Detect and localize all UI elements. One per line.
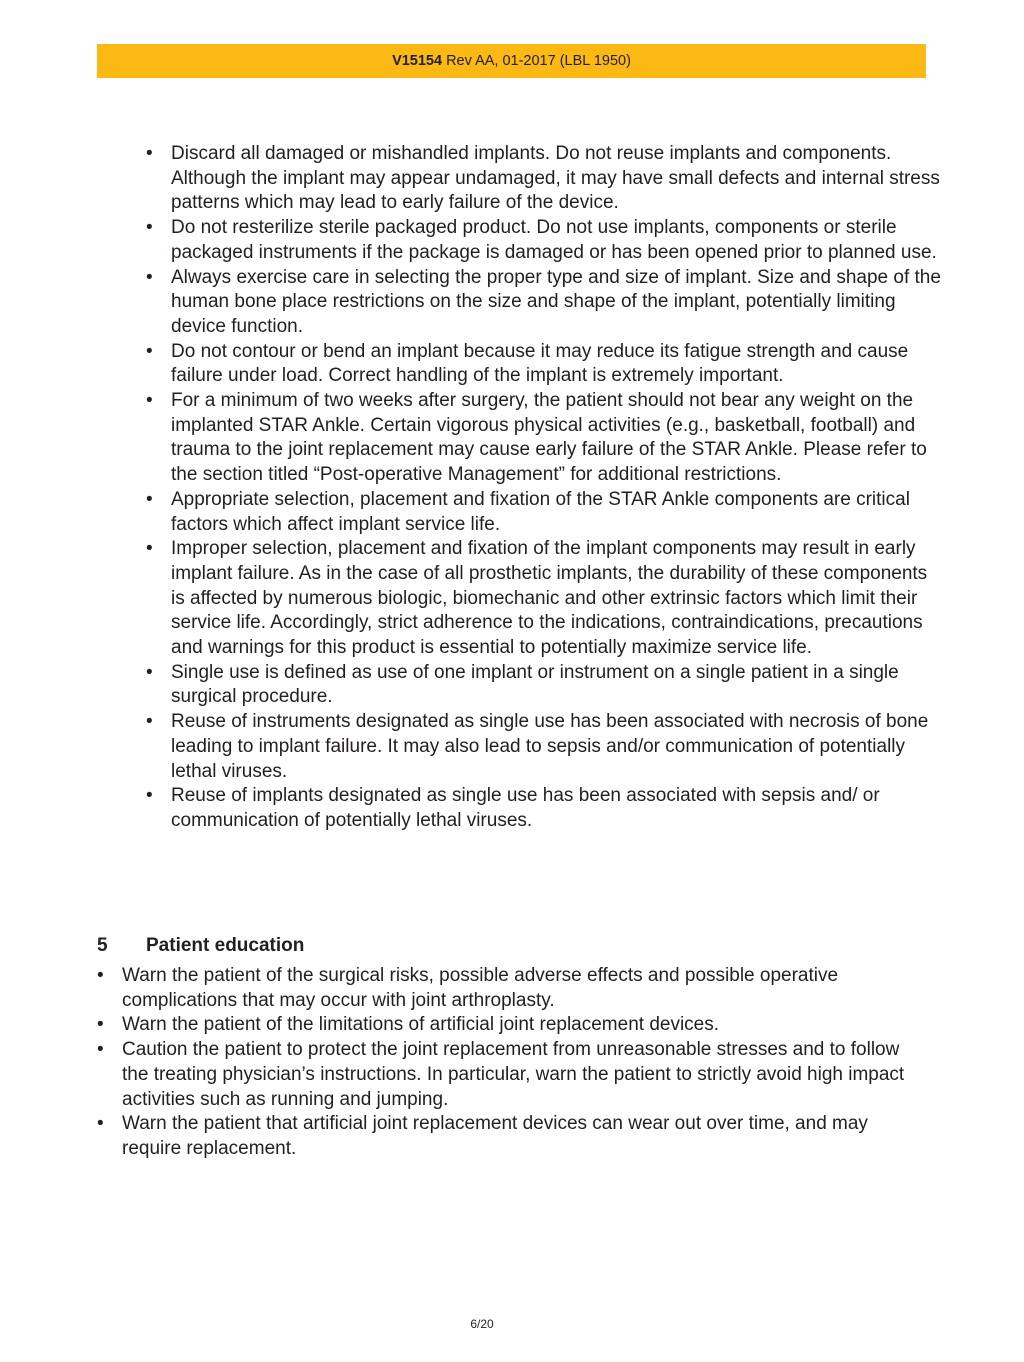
warning-item: • Reuse of instruments designated as single use has been associated with necrosis of bone leading to implant failure. It may also lead to sepsis and/or communication of potentially lethal viruses. <box>146 710 946 784</box>
warning-item: • Always exercise care in selecting the proper type and size of implant. Size and shape of the human bone place restrictions on the size and shape of the implant, potentially limiting device function. <box>146 266 946 340</box>
warning-item: • Do not contour or bend an implant because it may reduce its fatigue strength and cause failure under load. Correct handling of the implant is extremely important. <box>146 340 946 389</box>
warning-item: • Improper selection, placement and fixation of the implant components may result in early implant failure. As in the case of all prosthetic implants, the durability of these components is affected by numerous biologic, biomechanic and other extrinsic factors which limit their service life. Accordingly, strict adherence to the indications, contraindications, precautions and warnings for this product is essential to potentially maximize service life. <box>146 537 946 661</box>
education-item: • Warn the patient of the limitations of artificial joint replacement devices. <box>97 1013 927 1038</box>
warning-item: • Discard all damaged or mishandled implants. Do not reuse implants and components. Although the implant may appear undamaged, it may have small defects and internal stress patterns which may lead to early failure of the device. <box>146 142 946 216</box>
warning-item: • Appropriate selection, placement and fixation of the STAR Ankle components are critical factors which affect implant service life. <box>146 488 946 537</box>
warning-item: • Single use is defined as use of one implant or instrument on a single patient in a single surgical procedure. <box>146 661 946 710</box>
document-revision: Rev AA, 01-2017 (LBL 1950) <box>446 53 631 69</box>
warning-item: • For a minimum of two weeks after surgery, the patient should not bear any weight on the implanted STAR Ankle. Certain vigorous physical activities (e.g., basketball, football) and trauma to the joint replacement may cause early failure of the STAR Ankle. Please refer to the section titled “Post-operative Management” for additional restrictions. <box>146 389 946 488</box>
patient-education-list <box>97 964 927 1162</box>
section-title: Patient education <box>146 935 305 956</box>
education-item: • Warn the patient of the surgical risks, possible adverse effects and possible operative complications that may occur with joint arthroplasty. <box>97 964 927 1013</box>
warnings-list <box>146 142 946 834</box>
warning-item: • Reuse of implants designated as single use has been associated with sepsis and/ or communication of potentially lethal viruses. <box>146 784 946 833</box>
education-item: • Warn the patient that artificial joint replacement devices can wear out over time, and may require replacement. <box>97 1112 927 1161</box>
document-id: V15154 <box>392 53 443 69</box>
warning-item: • Do not resterilize sterile packaged product. Do not use implants, components or sterile packaged instruments if the package is damaged or has been opened prior to planned use. <box>146 216 946 265</box>
document-header-band <box>97 44 926 78</box>
section-heading <box>97 934 917 959</box>
page-number: 6/20 <box>470 1317 494 1331</box>
section-number: 5 <box>97 935 108 956</box>
education-item: • Caution the patient to protect the joint replacement from unreasonable stresses and to follow the treating physician’s instructions. In particular, warn the patient to strictly avoid high impact activities such as running and jumping. <box>97 1038 927 1112</box>
